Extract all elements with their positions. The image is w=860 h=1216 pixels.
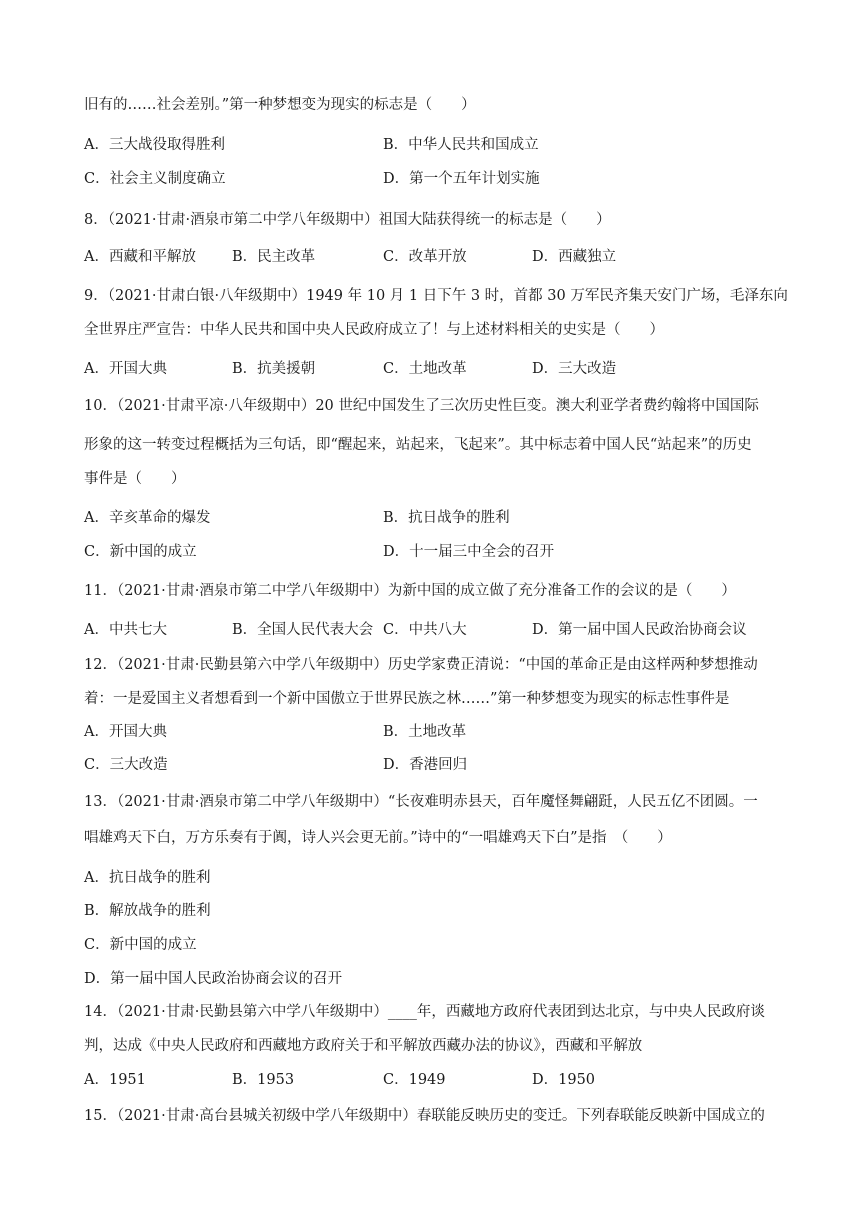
- q14-stem-line-1: 14．（2021·甘肃·民勤县第六中学八年级期中）____年，西藏地方政府代表团到达北京，与中央人民政府谈: [84, 1004, 765, 1020]
- q12-option-b[interactable]: B．土地改革: [383, 724, 467, 740]
- q9-option-c[interactable]: C．土地改革: [383, 361, 467, 377]
- q10-stem-line-1: 10．（2021·甘肃平凉·八年级期中）20 世纪中国发生了三次历史性巨变。澳大利亚学者费约翰将中国国际: [84, 398, 759, 414]
- q12-option-c[interactable]: C．三大改造: [84, 757, 168, 773]
- q7-option-c[interactable]: C．社会主义制度确立: [84, 171, 226, 187]
- q13-option-a[interactable]: A．抗日战争的胜利: [84, 870, 211, 886]
- q11-option-d[interactable]: D．第一届中国人民政治协商会议: [532, 622, 747, 638]
- q8-option-a[interactable]: A．西藏和平解放: [84, 249, 196, 265]
- q10-stem-line-3: 事件是（ ）: [84, 471, 186, 487]
- q8-option-b[interactable]: B．民主改革: [232, 249, 316, 265]
- q8-stem: 8．（2021·甘肃·酒泉市第二中学八年级期中）祖国大陆获得统一的标志是（ ）: [84, 212, 611, 228]
- q13-option-d[interactable]: D．第一届中国人民政治协商会议的召开: [84, 971, 343, 987]
- q10-option-d[interactable]: D．十一届三中全会的召开: [383, 544, 555, 560]
- q8-option-c[interactable]: C．改革开放: [383, 249, 467, 265]
- q14-option-b[interactable]: B．1953: [232, 1072, 295, 1088]
- q13-stem-line-1: 13．（2021·甘肃·酒泉市第二中学八年级期中）“长夜难明赤县天，百年魔怪舞翩跹，人民五亿不团圆。一: [84, 794, 758, 810]
- q11-stem: 11．（2021·甘肃·酒泉市第二中学八年级期中）为新中国的成立做了充分准备工作的会议的是（ ）: [84, 583, 736, 599]
- q10-stem-line-2: 形象的这一转变过程概括为三句话，即“醒起来，站起来，飞起来”。其中标志着中国人民“站起来”的历史: [84, 437, 752, 453]
- q14-stem-line-2: 判，达成《中央人民政府和西藏地方政府关于和平解放西藏办法的协议》，西藏和平解放: [84, 1038, 643, 1054]
- q10-option-b[interactable]: B．抗日战争的胜利: [383, 510, 510, 526]
- q8-option-d[interactable]: D．西藏独立: [532, 249, 617, 265]
- q14-option-c[interactable]: C．1949: [383, 1072, 446, 1088]
- q7-option-d[interactable]: D．第一个五年计划实施: [383, 171, 540, 187]
- q14-option-d[interactable]: D．1950: [532, 1072, 596, 1088]
- q7-option-a[interactable]: A．三大战役取得胜利: [84, 137, 225, 153]
- q15-stem: 15．（2021·甘肃·高台县城关初级中学八年级期中）春联能反映历史的变迁。下列春联能反映新中国成立的: [84, 1108, 765, 1124]
- q13-option-c[interactable]: C．新中国的成立: [84, 937, 197, 953]
- q14-option-a[interactable]: A．1951: [84, 1072, 146, 1088]
- q12-stem-line-1: 12．（2021·甘肃·民勤县第六中学八年级期中）历史学家费正清说：“中国的革命正是由这样两种梦想推动: [84, 657, 758, 673]
- q9-option-d[interactable]: D．三大改造: [532, 361, 617, 377]
- q11-option-a[interactable]: A．中共七大: [84, 622, 167, 638]
- q11-option-c[interactable]: C．中共八大: [383, 622, 467, 638]
- q9-stem-line-2: 全世界庄严宣告：中华人民共和国中央人民政府成立了！与上述材料相关的史实是（ ）: [84, 322, 664, 338]
- q11-option-b[interactable]: B．全国人民代表大会: [232, 622, 374, 638]
- q12-option-a[interactable]: A．开国大典: [84, 724, 167, 740]
- q12-stem-line-2: 着：一是爱国主义者想看到一个新中国傲立于世界民族之林……”第一种梦想变为现实的标志性事件是: [84, 691, 730, 707]
- q10-option-c[interactable]: C．新中国的成立: [84, 544, 197, 560]
- q9-stem-line-1: 9．（2021·甘肃白银·八年级期中）1949 年 10 月 1 日下午 3 时，首都 30 万军民齐集天安门广场，毛泽东向: [84, 288, 788, 304]
- q7-stem-end: 旧有的……社会差别。”第一种梦想变为现实的标志是（ ）: [84, 97, 476, 113]
- q13-option-b[interactable]: B．解放战争的胜利: [84, 903, 211, 919]
- q13-stem-line-2: 唱雄鸡天下白，万方乐奏有于阗，诗人兴会更无前。”诗中的“一唱雄鸡天下白”是指 （ ）: [84, 830, 672, 846]
- q10-option-a[interactable]: A．辛亥革命的爆发: [84, 510, 211, 526]
- q9-option-a[interactable]: A．开国大典: [84, 361, 167, 377]
- q12-option-d[interactable]: D．香港回归: [383, 757, 468, 773]
- q9-option-b[interactable]: B．抗美援朝: [232, 361, 316, 377]
- q7-option-b[interactable]: B．中华人民共和国成立: [383, 137, 539, 153]
